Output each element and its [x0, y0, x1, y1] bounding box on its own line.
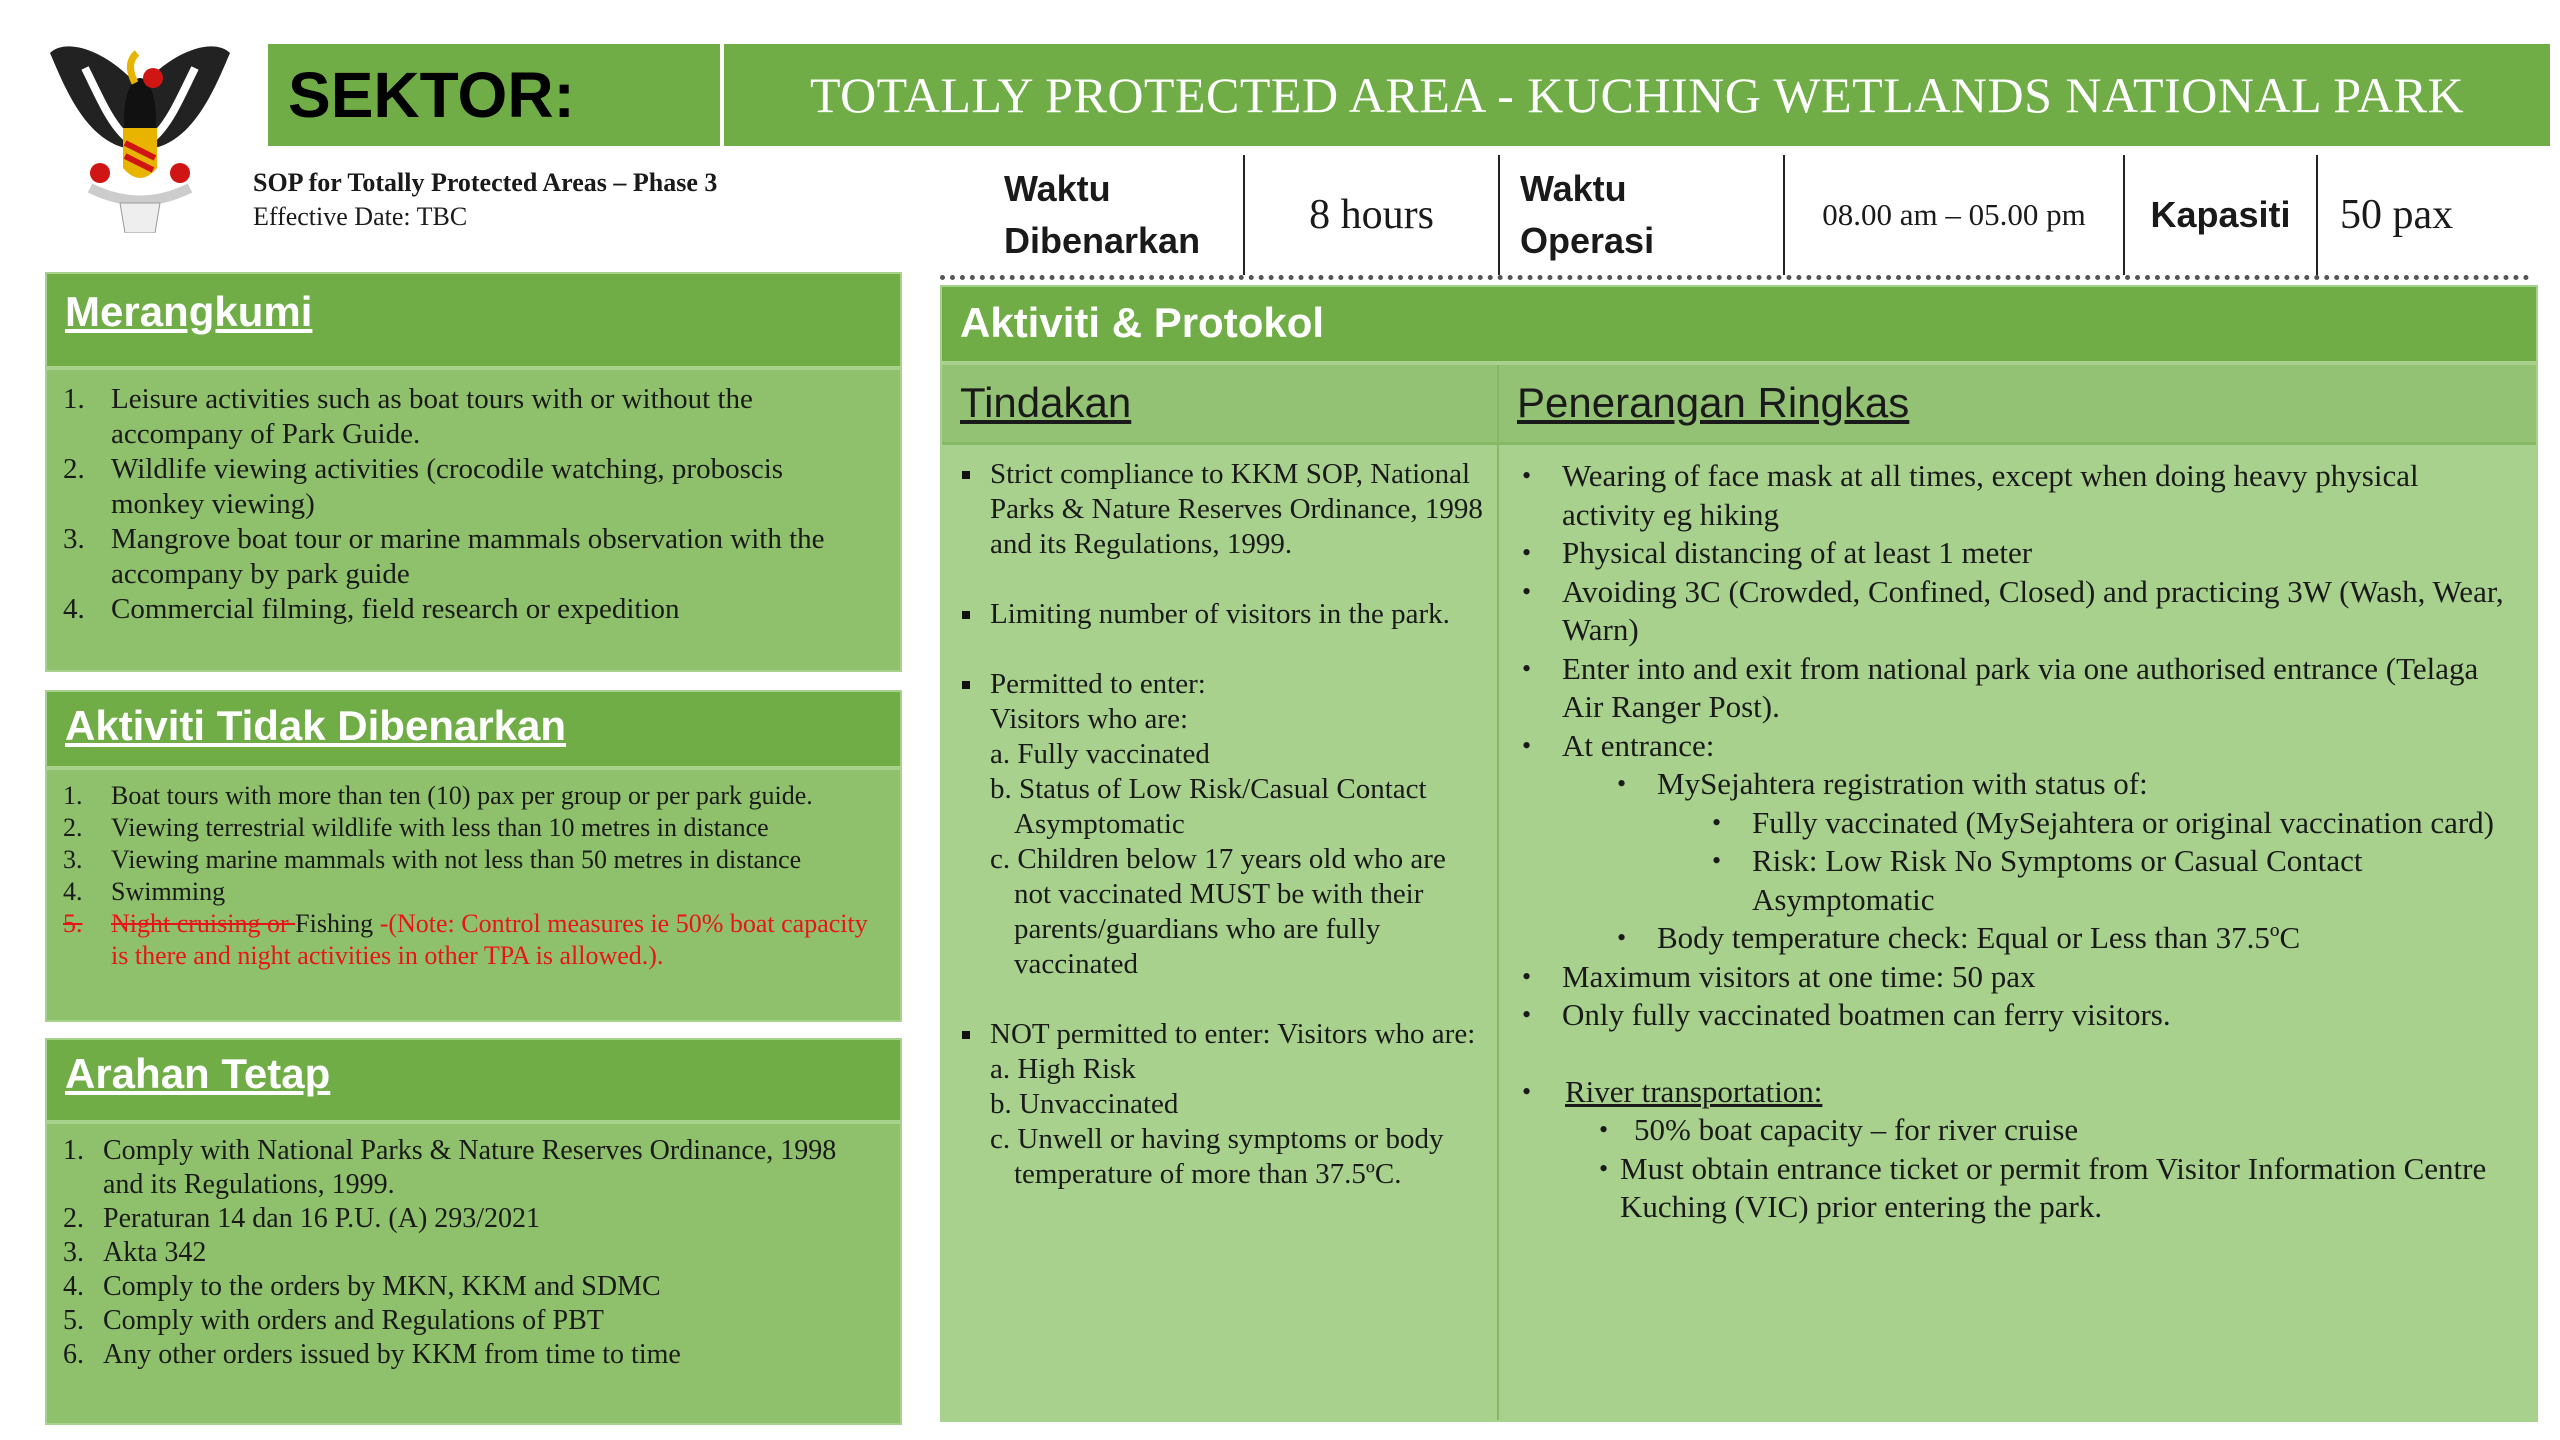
item-number: 3. [63, 523, 85, 555]
list-item [47, 452, 880, 522]
item-text: Only fully vaccinated boatmen can ferry visitors. [1562, 997, 2171, 1032]
title-box [724, 44, 2550, 146]
item-text: Avoiding 3C (Crowded, Confined, Closed) and practicing 3W (Wash, Wear, Warn) [1562, 573, 2504, 647]
item-number: 3. [63, 1237, 84, 1268]
effective-date: Effective Date: TBC [253, 202, 468, 231]
struck-text: Night cruising or [111, 909, 296, 938]
sector-label: SEKTOR: [288, 59, 575, 131]
list-item [47, 908, 880, 972]
item-text: Fully vaccinated (MySejahtera or original vaccination card) [1752, 804, 2494, 840]
page-title: TOTALLY PROTECTED AREA - KUCHING WETLANDS NATIONAL PARK [809, 67, 2465, 123]
kapasiti-text: Kapasiti [2150, 194, 2291, 235]
kapasiti-label [2125, 155, 2318, 275]
arahan-tetap-title: Arahan Tetap [65, 1050, 331, 1097]
aktiviti-tidak-dibenarkan-title: Aktiviti Tidak Dibenarkan [65, 702, 567, 749]
item-text: c. Unwell or having symptoms or body temperature of more than 37.5ºC. [990, 1123, 1444, 1190]
list-item: • Enter into and exit from national park via one authorised entrance (Telaga Air Ranger Post). [1522, 650, 2479, 724]
penerangan-list [1517, 457, 2517, 1227]
aktiviti-tidak-dibenarkan-panel [45, 690, 902, 1022]
item-text: At entrance: [1562, 727, 1715, 763]
list-item [47, 1304, 880, 1338]
sop-subtitle: SOP for Totally Protected Areas – Phase 3 [253, 168, 718, 197]
item-text: Mangrove boat tour or marine mammals observation with the accompany by park guide [111, 523, 825, 590]
list-item [47, 592, 880, 627]
item-text: a. High Risk [990, 1053, 1136, 1085]
item-text: 50% boat capacity – for river cruise [1634, 1112, 2079, 1147]
item-text: Comply with National Parks & Nature Reserves Ordinance, 1998 and its Regulations, 1999. [103, 1135, 837, 1200]
label-line: Waktu [1520, 168, 1627, 209]
sector-label-box [268, 44, 720, 146]
item-text: Physical distancing of at least 1 meter [1562, 535, 2033, 570]
list-item [962, 1017, 1487, 1192]
item-text: Body temperature check: Equal or Less than 37.5ºC [1657, 920, 2301, 955]
operating-hours-value [1785, 155, 2125, 275]
info-row [940, 275, 2530, 280]
item-text: Leisure activities such as boat tours with or without the accompany of Park Guide. [111, 383, 753, 450]
list-item: Strict compliance to KKM SOP, National Parks & Nature Reserves Ordinance, 1998 and its Regulations, 1999. [962, 457, 1487, 562]
tindakan-list [962, 457, 1487, 1227]
list-item: • Maximum visitors at one time: 50 pax [1522, 958, 2036, 994]
note-text: -(Note: Control measures ie 50% boat capacity is there and night activities in other TPA is allowed.). [111, 909, 868, 970]
merangkumi-panel [45, 272, 902, 672]
item-number: 4. [63, 593, 85, 625]
item-text: Commercial filming, field research or expedition [111, 593, 680, 625]
item-text: Any other orders issued by KKM from time to time [103, 1339, 681, 1370]
list-item: • Physical distancing of at least 1 meter [1522, 535, 2033, 570]
merangkumi-title: Merangkumi [65, 288, 313, 335]
item-number: 1. [63, 1135, 84, 1166]
item-text: Wildlife viewing activities (crocodile watching, proboscis monkey viewing) [111, 453, 784, 520]
capacity-value [2318, 155, 2530, 275]
sarawak-coat-of-arms-logo [45, 28, 235, 233]
list-item: • Must obtain entrance ticket or permit from Visitor Information Centre Kuching (VIC) prior entering the park. [1599, 1150, 2487, 1224]
list-item: • Body temperature check: Equal or Less than 37.5ºC [1617, 920, 2301, 955]
hours-text: 8 hours [1309, 192, 1434, 238]
list-item: • Wearing of face mask at all times, except when doing heavy physical activity eg hiking [1522, 458, 2419, 532]
list-item: • Risk: Low Risk No Symptoms or Casual Contact Asymptomatic [1712, 843, 2363, 917]
item-text: Must obtain entrance ticket or permit from Visitor Information Centre Kuching (VIC) prior entering the park. [1620, 1150, 2487, 1224]
item-text: MySejahtera registration with status of: [1657, 766, 2148, 801]
list-item [47, 1134, 880, 1202]
item-text: Peraturan 14 dan 16 P.U. (A) 293/2021 [103, 1203, 541, 1234]
list-item [47, 382, 880, 452]
list-item: • River transportation: [1522, 1073, 1823, 1109]
list-item: • Avoiding 3C (Crowded, Confined, Closed) and practicing 3W (Wash, Wear, Warn) [1522, 573, 2504, 647]
list-item [47, 812, 880, 844]
waktu-dibenarkan-label [940, 155, 1245, 275]
item-text: c. Children below 17 years old who are not vaccinated MUST be with their parents/guardians who are fully vaccinated [990, 843, 1446, 980]
item-text: Comply with orders and Regulations of PBT [103, 1305, 604, 1336]
list-item: • MySejahtera registration with status of: [1617, 766, 2148, 801]
item-number: 4. [63, 1271, 84, 1302]
list-item [47, 876, 880, 908]
list-item [47, 1270, 880, 1304]
column-divider [1497, 365, 1499, 1420]
item-text: b. Unvaccinated [990, 1088, 1179, 1120]
item-number: 6. [63, 1339, 84, 1370]
protokol-subheader [942, 365, 2536, 445]
list-item: Limiting number of visitors in the park. [962, 597, 1487, 632]
list-item [47, 1236, 880, 1270]
item-text: Visitors who are: [990, 703, 1189, 735]
item-text: Risk: Low Risk No Symptoms or Casual Contact Asymptomatic [1752, 843, 2363, 917]
item-text: Boat tours with more than ten (10) pax per group or per park guide. [111, 781, 813, 810]
hours-value [1245, 155, 1500, 275]
label-line: Dibenarkan [1004, 220, 1201, 261]
protokol-panel [940, 285, 2538, 1422]
protokol-title: Aktiviti & Protokol [960, 299, 1325, 346]
item-number: 3. [63, 845, 83, 874]
item-text: a. Fully vaccinated [990, 738, 1210, 770]
list-item [47, 780, 880, 812]
item-text: NOT permitted to enter: Visitors who are: [990, 1018, 1476, 1050]
item-text: River transportation: [1565, 1073, 1823, 1109]
list-item: • At entrance: [1522, 727, 1715, 763]
arahan-tetap-panel [45, 1038, 902, 1425]
list-item: • Only fully vaccinated boatmen can ferry visitors. [1522, 997, 2171, 1032]
item-number: 4. [63, 877, 83, 906]
list-item: • Fully vaccinated (MySejahtera or original vaccination card) [1712, 804, 2494, 840]
item-number: 5. [63, 909, 83, 938]
item-text: Permitted to enter: [990, 668, 1206, 700]
label-line: Waktu [1004, 168, 1111, 209]
list-item [962, 667, 1487, 982]
list-item [47, 844, 880, 876]
item-number: 1. [63, 781, 83, 810]
protokol-header [942, 287, 2536, 365]
label-line: Operasi [1520, 220, 1655, 261]
item-number: 5. [63, 1305, 84, 1336]
item-text: Swimming [111, 877, 226, 906]
item-text: Wearing of face mask at all times, except when doing heavy physical activity eg hiking [1562, 458, 2419, 532]
waktu-operasi-label [1500, 155, 1785, 275]
item-number: 2. [63, 1203, 84, 1234]
capacity-text: 50 pax [2340, 192, 2454, 238]
item-text: Fishing [295, 909, 380, 938]
item-text: Viewing terrestrial wildlife with less than 10 metres in distance [111, 813, 769, 842]
item-number: 2. [63, 453, 85, 485]
list-item [47, 522, 880, 592]
list-item [47, 1202, 880, 1236]
operating-hours-text: 08.00 am – 05.00 pm [1822, 197, 2086, 232]
item-number: 1. [63, 383, 85, 415]
list-item: • 50% boat capacity – for river cruise [1599, 1112, 2079, 1147]
item-text: Akta 342 [103, 1237, 207, 1268]
item-text: Viewing marine mammals with not less than 50 metres in distance [111, 845, 802, 874]
penerangan-title: Penerangan Ringkas [1517, 379, 1910, 426]
item-text: Comply to the orders by MKN, KKM and SDMC [103, 1271, 661, 1302]
item-text: Maximum visitors at one time: 50 pax [1562, 958, 2036, 994]
item-text: b. Status of Low Risk/Casual Contact Asymptomatic [990, 773, 1427, 840]
list-item [47, 1338, 880, 1372]
item-text: Enter into and exit from national park via one authorised entrance (Telaga Air Ranger Post). [1562, 650, 2479, 724]
item-number: 2. [63, 813, 83, 842]
tindakan-title: Tindakan [960, 379, 1132, 426]
